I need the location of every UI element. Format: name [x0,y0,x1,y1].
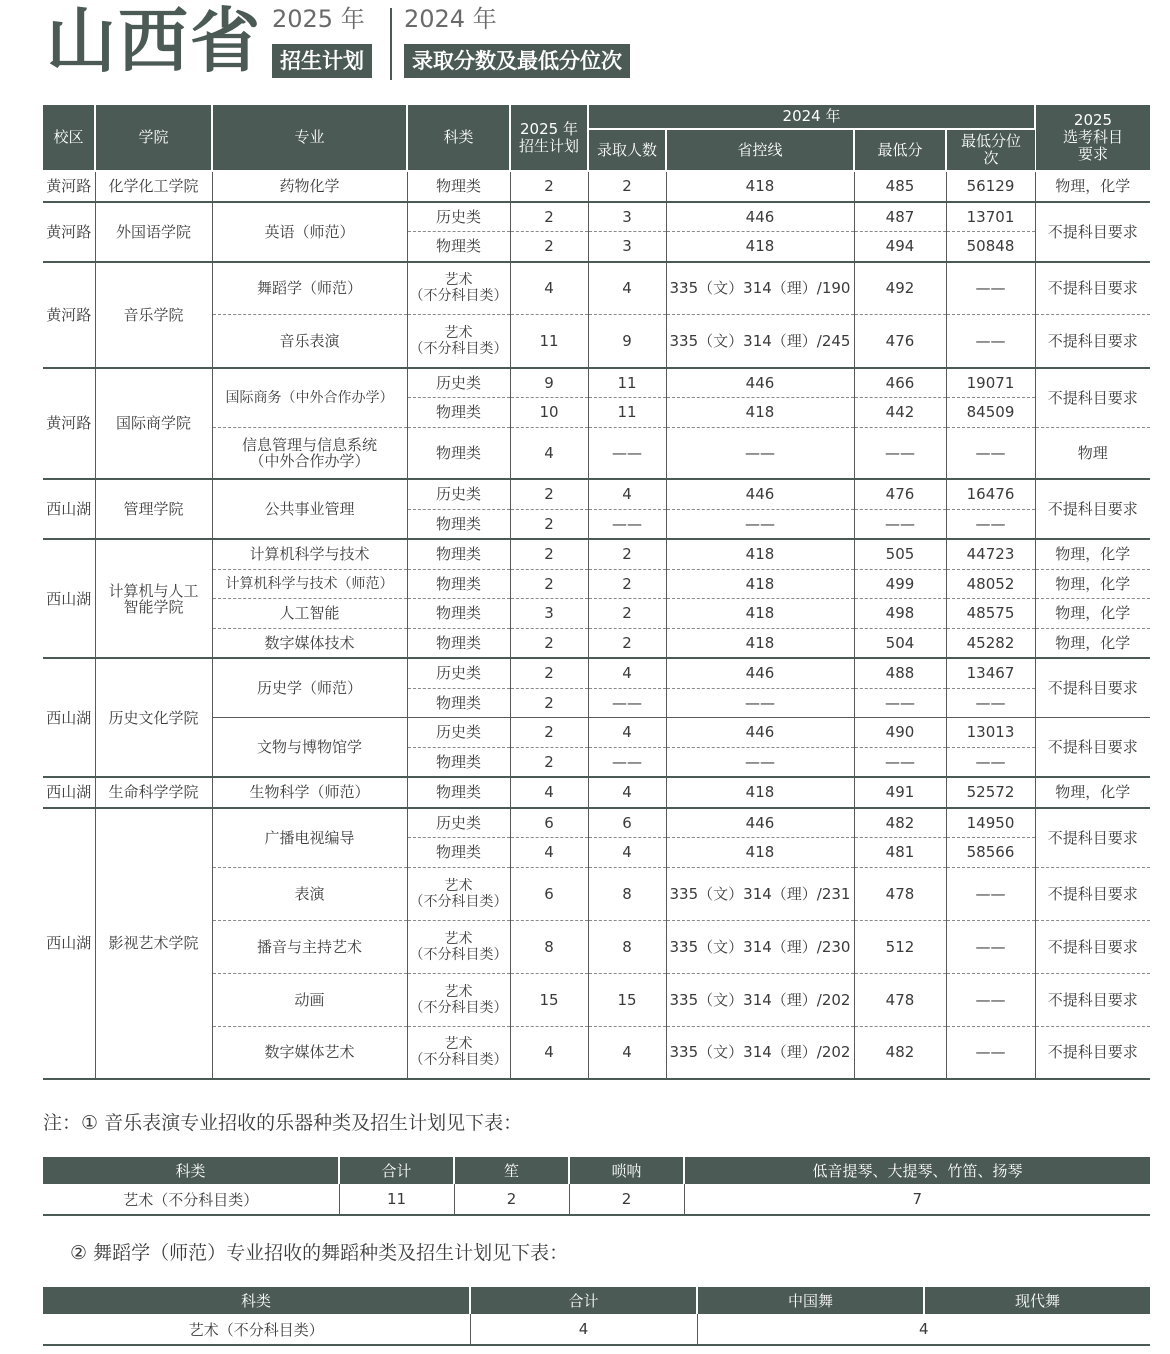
major-cell: 生物科学（师范） [212,777,407,808]
category-cell: 物理类 [407,398,510,428]
min-rank-cell: —— [946,747,1035,777]
min-score-cell: 476 [854,479,946,509]
min-score-cell: 442 [854,398,946,428]
control-line-cell: 418 [666,569,854,599]
header-divider [390,8,392,80]
category-cell: 物理类 [407,427,510,479]
college-cell: 外国语学院 [95,202,212,262]
plan-cell: 6 [510,867,588,920]
requirement-cell: 不提科目要求 [1035,718,1150,778]
requirement-cell: 不提科目要求 [1035,315,1150,368]
header-major: 专业 [212,105,407,171]
table-row [43,1314,1150,1345]
min-rank-cell: —— [946,973,1035,1026]
control-line-cell: 335（文）314（理）/202 [666,1026,854,1079]
min-rank-cell: —— [946,1026,1035,1079]
campus-cell: 西山湖 [43,539,95,658]
requirement-cell: 不提科目要求 [1035,658,1150,718]
header-sheng: 笙 [454,1157,569,1184]
header-requirements: 2025 选考科目 要求 [1035,105,1150,171]
min-rank-cell: 58566 [946,838,1035,868]
admitted-cell: 4 [588,838,666,868]
requirement-cell: 物理，化学 [1035,569,1150,599]
category-cell: 艺术 （不分科目类） [407,315,510,368]
min-score-cell: 504 [854,628,946,658]
control-line-cell: 418 [666,777,854,808]
plan-year-label: 2025 年 [272,5,365,33]
campus-cell: 黄河路 [43,262,95,368]
min-score-cell: 478 [854,973,946,1026]
min-score-cell: —— [854,747,946,777]
major-cell: 数字媒体技术 [212,628,407,658]
admitted-cell: 4 [588,479,666,509]
admitted-cell: —— [588,747,666,777]
header-category: 科类 [43,1157,339,1184]
college-cell: 生命科学学院 [95,777,212,808]
major-cell: 公共事业管理 [212,479,407,539]
major-cell: 文物与博物馆学 [212,718,407,778]
instrument-plan-table [43,1157,1150,1216]
min-score-cell: 482 [854,1026,946,1079]
admitted-cell: 3 [588,202,666,232]
min-score-cell: 487 [854,202,946,232]
college-cell: 音乐学院 [95,262,212,368]
table-row [43,202,1150,232]
requirement-cell: 不提科目要求 [1035,920,1150,973]
control-line-cell: 418 [666,232,854,262]
control-line-cell: 446 [666,718,854,748]
control-line-cell: —— [666,427,854,479]
plan-cell: 2 [510,202,588,232]
control-line-cell: —— [666,509,854,539]
control-line-cell: 418 [666,539,854,569]
major-cell: 表演 [212,867,407,920]
admitted-cell: 11 [588,398,666,428]
min-rank-cell: 19071 [946,368,1035,398]
category-cell: 物理类 [407,838,510,868]
plan-cell: 6 [510,808,588,838]
campus-cell: 西山湖 [43,777,95,808]
header-total: 合计 [470,1287,697,1314]
major-cell: 药物化学 [212,171,407,202]
min-rank-cell: 48052 [946,569,1035,599]
min-rank-cell: 44723 [946,539,1035,569]
campus-cell: 黄河路 [43,202,95,262]
requirement-cell: 不提科目要求 [1035,808,1150,868]
min-score-cell: 481 [854,838,946,868]
major-cell: 人工智能 [212,599,407,629]
admitted-cell: 15 [588,973,666,1026]
min-score-cell: 491 [854,777,946,808]
major-cell: 数字媒体艺术 [212,1026,407,1079]
category-cell: 物理类 [407,599,510,629]
table-row [43,777,1150,808]
major-cell: 音乐表演 [212,315,407,368]
header-min-score: 最低分 [854,129,946,171]
category-cell: 物理类 [407,539,510,569]
table-row [43,658,1150,688]
major-cell: 动画 [212,973,407,1026]
header-min-rank: 最低分位 次 [946,129,1035,171]
college-cell: 影视艺术学院 [95,808,212,1080]
admitted-cell: 6 [588,808,666,838]
major-cell: 广播电视编导 [212,808,407,868]
category-cell: 历史类 [407,202,510,232]
control-line-cell: 446 [666,808,854,838]
min-score-cell: 494 [854,232,946,262]
plan-cell: 2 [510,509,588,539]
min-score-cell: —— [854,427,946,479]
min-rank-cell: 56129 [946,171,1035,202]
table-row [43,539,1150,569]
category-cell: 历史类 [407,658,510,688]
table-row [43,171,1150,202]
total-cell: 4 [470,1314,697,1345]
header-admitted: 录取人数 [588,129,666,171]
category-cell: 物理类 [407,171,510,202]
min-score-cell: 498 [854,599,946,629]
header-modern-dance: 现代舞 [924,1287,1150,1314]
requirement-cell: 不提科目要求 [1035,202,1150,262]
campus-cell: 西山湖 [43,808,95,1080]
sheng-cell: 2 [454,1184,569,1215]
min-rank-cell: 84509 [946,398,1035,428]
plan-cell: 2 [510,747,588,777]
min-score-cell: 466 [854,368,946,398]
major-cell: 信息管理与信息系统 （中外合作办学） [212,427,407,479]
min-score-cell: 490 [854,718,946,748]
major-cell: 舞蹈学（师范） [212,262,407,315]
category-cell: 物理类 [407,509,510,539]
category-cell: 艺术（不分科目类） [43,1314,470,1345]
control-line-cell: 446 [666,479,854,509]
control-line-cell: 446 [666,658,854,688]
plan-cell: 2 [510,171,588,202]
min-score-cell: —— [854,688,946,718]
header-campus: 校区 [43,105,95,171]
control-line-cell: 446 [666,368,854,398]
campus-cell: 西山湖 [43,479,95,539]
category-cell: 物理类 [407,688,510,718]
college-cell: 计算机与人工 智能学院 [95,539,212,658]
min-score-cell: 485 [854,171,946,202]
plan-cell: 8 [510,920,588,973]
control-line-cell: 335（文）314（理）/190 [666,262,854,315]
category-cell: 物理类 [407,569,510,599]
campus-cell: 西山湖 [43,658,95,777]
min-rank-cell: 16476 [946,479,1035,509]
min-score-cell: 492 [854,262,946,315]
plan-cell: 2 [510,718,588,748]
plan-badge: 招生计划 [272,44,372,78]
college-cell: 国际商学院 [95,368,212,480]
major-cell: 播音与主持艺术 [212,920,407,973]
min-rank-cell: —— [946,262,1035,315]
major-cell: 计算机科学与技术 [212,539,407,569]
control-line-cell: 418 [666,398,854,428]
category-cell: 艺术 （不分科目类） [407,262,510,315]
requirement-cell: 不提科目要求 [1035,867,1150,920]
control-line-cell: 335（文）314（理）/202 [666,973,854,1026]
control-line-cell: 446 [666,202,854,232]
header-category: 科类 [43,1287,470,1314]
min-score-cell: —— [854,509,946,539]
admission-table [43,105,1150,1080]
table-row [43,808,1150,838]
min-rank-cell: 45282 [946,628,1035,658]
min-score-cell: 505 [854,539,946,569]
header-total: 合计 [339,1157,454,1184]
plan-cell: 2 [510,658,588,688]
min-rank-cell: —— [946,509,1035,539]
strings-flute-cell: 7 [684,1184,1150,1215]
admitted-cell: 2 [588,171,666,202]
header-chinese-dance: 中国舞 [697,1287,924,1314]
admitted-cell: 9 [588,315,666,368]
college-cell: 历史文化学院 [95,658,212,777]
admitted-cell: 3 [588,232,666,262]
total-cell: 11 [339,1184,454,1215]
header-group-2024: 2024 年 [588,105,1035,129]
table-row [43,1184,1150,1215]
requirement-cell: 不提科目要求 [1035,479,1150,539]
admitted-cell: 2 [588,628,666,658]
category-cell: 历史类 [407,808,510,838]
requirement-cell: 物理，化学 [1035,599,1150,629]
category-cell: 艺术 （不分科目类） [407,973,510,1026]
control-line-cell: 335（文）314（理）/230 [666,920,854,973]
category-cell: 艺术 （不分科目类） [407,1026,510,1079]
major-cell: 历史学（师范） [212,658,407,718]
plan-cell: 15 [510,973,588,1026]
header-category: 科类 [407,105,510,171]
campus-cell: 黄河路 [43,368,95,480]
major-cell: 计算机科学与技术（师范） [212,569,407,599]
requirement-cell: 物理，化学 [1035,539,1150,569]
table-row [43,368,1150,398]
plan-cell: 4 [510,1026,588,1079]
header-plan-2025: 2025 年 招生计划 [510,105,588,171]
min-score-cell: 512 [854,920,946,973]
header-college: 学院 [95,105,212,171]
major-cell: 国际商务（中外合作办学） [212,368,407,428]
requirement-cell: 不提科目要求 [1035,262,1150,315]
score-badge: 录取分数及最低分位次 [404,44,630,78]
min-rank-cell: 50848 [946,232,1035,262]
category-cell: 历史类 [407,368,510,398]
control-line-cell: 418 [666,599,854,629]
header-suona: 唢呐 [569,1157,684,1184]
min-rank-cell: —— [946,427,1035,479]
category-cell: 艺术（不分科目类） [43,1184,339,1215]
note-music-performance: 注：① 音乐表演专业招收的乐器种类及招生计划见下表： [43,1112,523,1134]
plan-cell: 9 [510,368,588,398]
admitted-cell: —— [588,688,666,718]
min-rank-cell: —— [946,688,1035,718]
min-rank-cell: 13467 [946,658,1035,688]
admitted-cell: 2 [588,569,666,599]
control-line-cell: 335（文）314（理）/231 [666,867,854,920]
min-rank-cell: 13013 [946,718,1035,748]
requirement-cell: 物理，化学 [1035,171,1150,202]
page-header [0,0,1170,100]
plan-cell: 10 [510,398,588,428]
min-score-cell: 488 [854,658,946,688]
admitted-cell: 4 [588,658,666,688]
category-cell: 历史类 [407,718,510,748]
score-year-label: 2024 年 [404,5,497,33]
min-score-cell: 499 [854,569,946,599]
min-rank-cell: —— [946,867,1035,920]
admitted-cell: 4 [588,1026,666,1079]
admitted-cell: 4 [588,262,666,315]
college-cell: 管理学院 [95,479,212,539]
plan-cell: 4 [510,427,588,479]
min-rank-cell: 48575 [946,599,1035,629]
admitted-cell: 8 [588,920,666,973]
category-cell: 历史类 [407,479,510,509]
campus-cell: 黄河路 [43,171,95,202]
min-rank-cell: 13701 [946,202,1035,232]
min-rank-cell: —— [946,920,1035,973]
admitted-cell: —— [588,509,666,539]
requirement-cell: 不提科目要求 [1035,368,1150,428]
category-cell: 物理类 [407,777,510,808]
plan-cell: 2 [510,569,588,599]
category-cell: 艺术 （不分科目类） [407,920,510,973]
requirement-cell: 物理，化学 [1035,777,1150,808]
plan-cell: 2 [510,479,588,509]
header-strings-flute: 低音提琴、大提琴、竹笛、扬琴 [684,1157,1150,1184]
admitted-cell: 4 [588,777,666,808]
suona-cell: 2 [569,1184,684,1215]
admitted-cell: 4 [588,718,666,748]
table-row [43,479,1150,509]
table-row [43,262,1150,315]
college-cell: 化学化工学院 [95,171,212,202]
requirement-cell: 物理 [1035,427,1150,479]
category-cell: 物理类 [407,232,510,262]
plan-cell: 4 [510,838,588,868]
plan-cell: 11 [510,315,588,368]
dance-count-cell: 4 [697,1314,1150,1345]
plan-cell: 4 [510,262,588,315]
min-rank-cell: 52572 [946,777,1035,808]
control-line-cell: —— [666,747,854,777]
dance-plan-table [43,1287,1150,1346]
admitted-cell: 2 [588,539,666,569]
requirement-cell: 物理，化学 [1035,628,1150,658]
admitted-cell: 2 [588,599,666,629]
plan-cell: 4 [510,777,588,808]
admitted-cell: 8 [588,867,666,920]
control-line-cell: 418 [666,628,854,658]
requirement-cell: 不提科目要求 [1035,973,1150,1026]
min-score-cell: 482 [854,808,946,838]
control-line-cell: 418 [666,838,854,868]
plan-cell: 2 [510,628,588,658]
control-line-cell: 335（文）314（理）/245 [666,315,854,368]
plan-cell: 2 [510,539,588,569]
min-rank-cell: —— [946,315,1035,368]
min-score-cell: 476 [854,315,946,368]
min-rank-cell: 14950 [946,808,1035,838]
category-cell: 物理类 [407,628,510,658]
province-title: 山西省 [46,0,262,82]
control-line-cell: 418 [666,171,854,202]
requirement-cell: 不提科目要求 [1035,1026,1150,1079]
plan-cell: 2 [510,688,588,718]
category-cell: 艺术 （不分科目类） [407,867,510,920]
admitted-cell: —— [588,427,666,479]
major-cell: 英语（师范） [212,202,407,262]
admitted-cell: 11 [588,368,666,398]
control-line-cell: —— [666,688,854,718]
note-dance: ② 舞蹈学（师范）专业招收的舞蹈种类及招生计划见下表： [70,1242,569,1264]
category-cell: 物理类 [407,747,510,777]
plan-cell: 2 [510,232,588,262]
header-control-line: 省控线 [666,129,854,171]
min-score-cell: 478 [854,867,946,920]
plan-cell: 3 [510,599,588,629]
